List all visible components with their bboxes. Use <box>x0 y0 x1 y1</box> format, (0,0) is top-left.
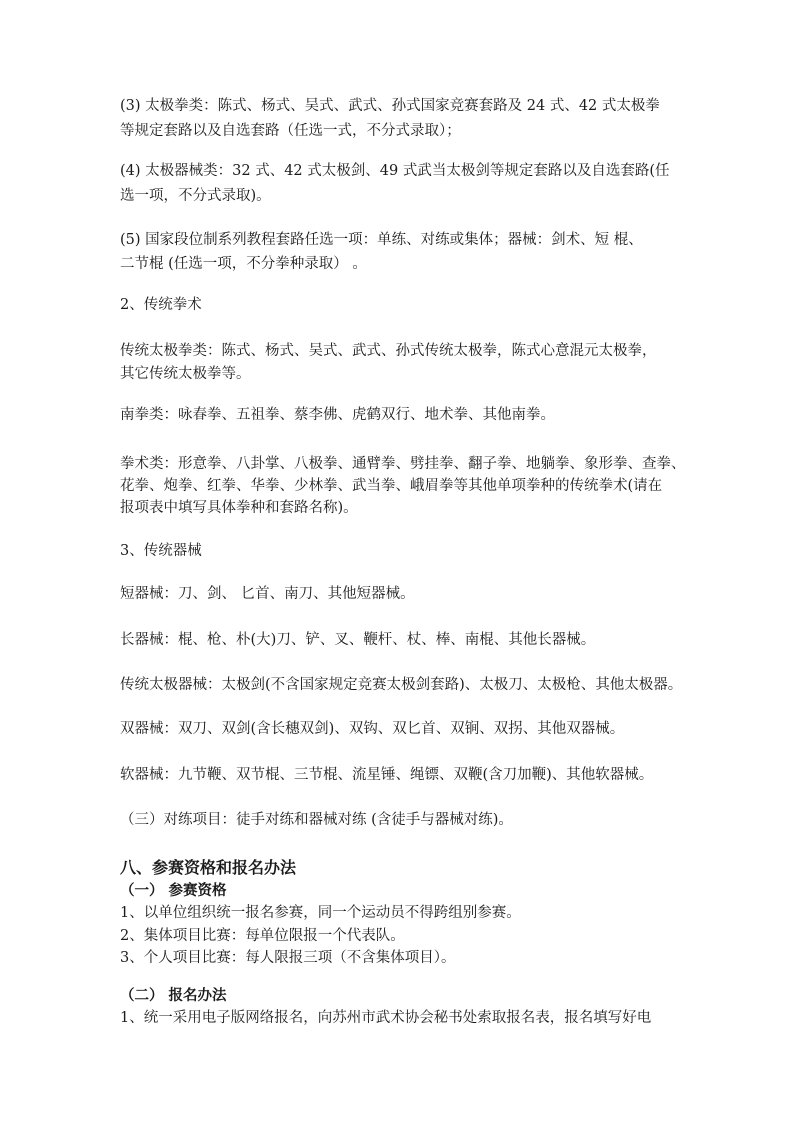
eligibility-item-3: 3、个人项目比赛：每人限报三项（不含集体项目）。 <box>120 950 456 966</box>
double-weapons-line: 双器械：双刀、双剑(含长穗双剑)、双钩、双匕首、双锏、双拐、其他双器械。 <box>120 721 625 737</box>
eligibility-item-2: 2、集体项目比赛：每单位限报一个代表队。 <box>120 928 405 944</box>
registration-subheading: （二） 报名办法 <box>120 987 227 1004</box>
quanshu-line-3: 报项表中填写具体拳种和套路名称)。 <box>120 500 358 516</box>
item-4-line-1: (4) 太极器械类：32 式、42 式太极剑、49 式武当太极剑等规定套路以及自选套路(任 <box>120 163 670 179</box>
quanshu-line-2: 花拳、炮拳、红拳、华拳、少林拳、武当拳、峨眉拳等其他单项拳种的传统拳术(请在 <box>120 478 663 494</box>
item-5-line-1: (5) 国家段位制系列教程套路任选一项：单练、对练或集体；器械：剑术、短 棍、 <box>120 232 643 248</box>
section-traditional-weapons-heading: 3、传统器械 <box>120 543 202 559</box>
eligibility-item-1: 1、以单位组织统一报名参赛，同一个运动员不得跨组别参赛。 <box>120 905 521 921</box>
section-traditional-fist-heading: 2、传统拳术 <box>120 297 202 313</box>
nanquan-line: 南拳类：咏春拳、五祖拳、蔡李佛、虎鹤双行、地术拳、其他南拳。 <box>120 407 555 423</box>
item-3-line-2: 等规定套路以及自选套路（任选一式，不分式录取）； <box>120 123 461 139</box>
eligibility-subheading: （一） 参赛资格 <box>120 882 227 899</box>
traditional-taiji-line-1: 传统太极拳类：陈式、杨式、吴式、武式、孙式传统太极拳，陈式心意混元太极拳， <box>120 343 657 359</box>
soft-weapons-line: 软器械：九节鞭、双节棍、三节棍、流星锤、绳镖、双鞭(含刀加鞭)、其他软器械。 <box>120 767 654 783</box>
section-8-heading: 八、参赛资格和报名办法 <box>120 858 297 877</box>
traditional-taiji-line-2: 其它传统太极拳等。 <box>120 366 251 382</box>
taiji-weapons-line: 传统太极器械：太极剑(不含国家规定竞赛太极剑套路)、太极刀、太极枪、其他太极器。 <box>120 677 683 693</box>
item-3-line-1: (3) 太极拳类：陈式、杨式、吴式、武式、孙式国家竞赛套路及 24 式、42 式太极拳 <box>120 98 660 114</box>
duilian-line: （三）对练项目：徒手对练和器械对练 (含徒手与器械对练)。 <box>120 812 513 828</box>
item-5-line-2: 二节棍 (任选一项，不分拳种录取） 。 <box>120 256 367 272</box>
registration-item-1: 1、统一采用电子版网络报名，向苏州市武术协会秘书处索取报名表，报名填写好电 <box>120 1010 652 1026</box>
short-weapons-line: 短器械：刀、剑、 匕首、南刀、其他短器械。 <box>120 586 415 602</box>
quanshu-line-1: 拳术类：形意拳、八卦掌、八极拳、通臂拳、劈挂拳、翻子拳、地躺拳、象形拳、查拳、 <box>120 456 686 472</box>
long-weapons-line: 长器械：棍、枪、朴(大)刀、铲、叉、鞭杆、杖、棒、南棍、其他长器械。 <box>120 632 596 648</box>
item-4-line-2: 选一项，不分式录取)。 <box>120 188 271 204</box>
